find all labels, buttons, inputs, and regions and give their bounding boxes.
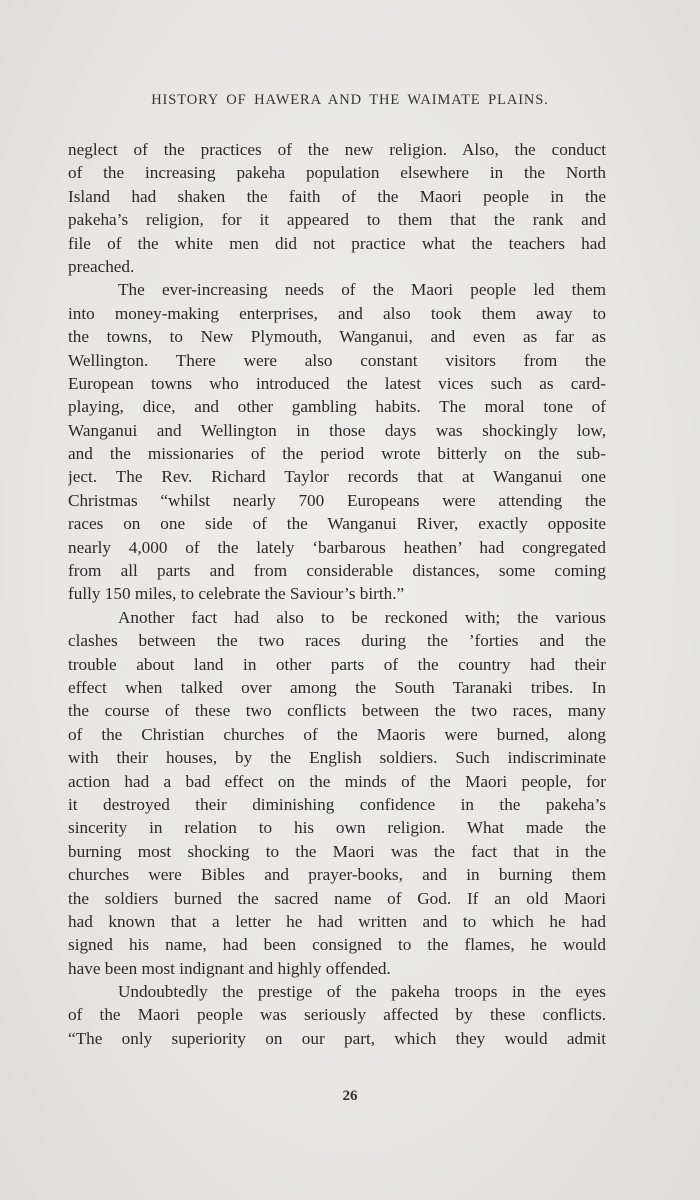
text-line: into money-making enterprises, and also took them away to <box>68 303 606 323</box>
body-text <box>68 138 606 1050</box>
text-line: burning most shocking to the Maori was the fact that in the <box>68 841 606 861</box>
text-line: and the missionaries of the period wrote bitterly on the sub- <box>68 444 606 464</box>
text-line: the soldiers burned the sacred name of God. If an old Maori <box>68 888 606 908</box>
text-line: churches were Bibles and prayer-books, and in burning them <box>68 865 606 885</box>
text-line: neglect of the practices of the new religion. Also, the conduct <box>68 140 606 159</box>
text-line: the course of these two conflicts between the two races, many <box>68 701 606 721</box>
text-line: file of the white men did not practice what the teachers had <box>68 233 606 253</box>
text-line: “The only superiority on our part, which they would admit <box>68 1028 606 1048</box>
text-line: had known that a letter he had written and to which he had <box>68 911 606 931</box>
text-line: action had a bad effect on the minds of the Maori people, for <box>68 771 606 791</box>
paragraph-first-line: Undoubtedly the prestige of the pakeha troops in the eyes <box>118 982 606 1002</box>
text-line: fully 150 miles, to celebrate the Saviour’s birth.” <box>68 584 405 604</box>
text-line: effect when talked over among the South Taranaki tribes. In <box>68 677 606 697</box>
text-line: preached. <box>68 256 135 276</box>
text-line: Wellington. There were also constant visitors from the <box>68 350 606 370</box>
text-line: nearly 4,000 of the lately ‘barbarous heathen’ had congregated <box>68 537 606 557</box>
text-line: Christmas “whilst nearly 700 Europeans were attending the <box>68 490 606 510</box>
text-line: Wanganui and Wellington in those days was shockingly low, <box>68 420 606 440</box>
text-line: of the increasing pakeha population elsewhere in the North <box>68 163 606 183</box>
text-line: signed his name, had been consigned to the flames, he would <box>68 935 606 955</box>
text-line: Island had shaken the faith of the Maori people in the <box>68 186 606 206</box>
running-head: HISTORY OF HAWERA AND THE WAIMATE PLAINS. <box>151 92 549 108</box>
text-line: the towns, to New Plymouth, Wanganui, and even as far as <box>68 327 606 347</box>
text-line: it destroyed their diminishing confidence in the pakeha’s <box>68 794 606 814</box>
page-number: 26 <box>342 1088 358 1104</box>
text-line: with their houses, by the English soldiers. Such indiscriminate <box>68 748 606 768</box>
text-line: of the Maori people was seriously affected by these conflicts. <box>68 1005 606 1025</box>
text-line: from all parts and from considerable distances, some coming <box>68 561 606 581</box>
text-line: have been most indignant and highly offended. <box>68 958 391 978</box>
text-line: pakeha’s religion, for it appeared to them that the rank and <box>68 210 606 230</box>
text-line: playing, dice, and other gambling habits. The moral tone of <box>68 397 606 417</box>
text-line: clashes between the two races during the ’forties and the <box>68 631 606 651</box>
text-line: sincerity in relation to his own religion. What made the <box>68 818 606 838</box>
text-line: European towns who introduced the latest vices such as card- <box>68 373 606 393</box>
paragraph-first-line: The ever-increasing needs of the Maori people led them <box>118 280 606 300</box>
text-line: of the Christian churches of the Maoris were burned, along <box>68 724 606 744</box>
text-line: races on one side of the Wanganui River, exactly opposite <box>68 514 606 534</box>
text-line: trouble about land in other parts of the country had their <box>68 654 606 674</box>
paragraph-first-line: Another fact had also to be reckoned with; the various <box>118 607 606 627</box>
text-line: ject. The Rev. Richard Taylor records that at Wanganui one <box>68 467 606 487</box>
